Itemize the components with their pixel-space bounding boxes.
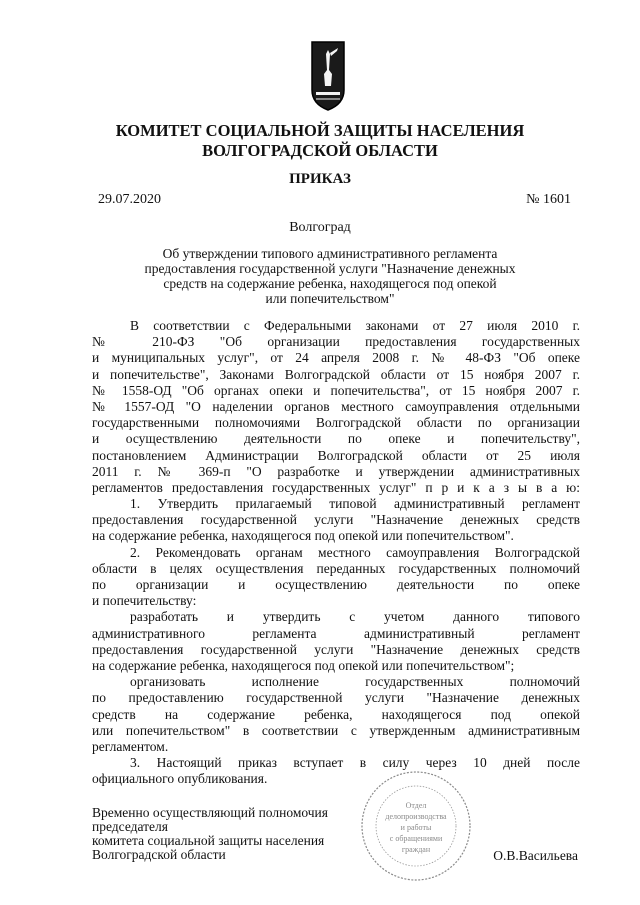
stamp-text: с обращениями xyxy=(389,834,443,843)
body-line: на содержание ребенка, находящегося под опекой или попечительством"; xyxy=(92,657,515,673)
body-line: области в целях осуществления переданных государственных полномочий xyxy=(92,560,580,576)
body-line: официального опубликования. xyxy=(92,771,268,787)
volgograd-coat-of-arms-icon xyxy=(308,40,348,112)
body-line: государственными полномочиями Волгоградской области по организации xyxy=(92,415,580,431)
body-line: и попечительстве", Законами Волгоградской области от 15 ноября 2007 г. xyxy=(92,366,580,382)
body-line: регламентом. xyxy=(92,738,169,754)
signature-position-line: Волгоградской области xyxy=(92,847,226,862)
body-line: 2011 г. № 369-п "О разработке и утверждении административных xyxy=(92,463,580,479)
body-line: по предоставлению государственной услуги "Назначение денежных xyxy=(92,690,580,706)
signature-block xyxy=(92,806,328,862)
body-line: № 1558-ОД "Об органах опеки и попечительства", от 15 ноября 2007 г. xyxy=(92,382,580,398)
body-line: и попечительству: xyxy=(92,593,197,609)
body-line: и муниципальных услуг", от 24 апреля 2008 г. № 48-ФЗ "Об опеке xyxy=(92,350,580,366)
signature-position-line: комитета социальной защиты населения xyxy=(92,833,325,848)
document-city: Волгоград xyxy=(289,220,351,235)
body-line: административного регламента административный регламент xyxy=(92,625,580,641)
body-line: регламентов предоставления государственных услуг" п р и к а з ы в а ю: xyxy=(92,479,580,495)
stamp-text: граждан xyxy=(401,845,431,854)
stamp-text: Отдел xyxy=(405,801,427,810)
body-line: предоставления государственной услуги "Назначение денежных средств xyxy=(92,641,580,657)
signatory-name: О.В.Васильева xyxy=(493,848,578,863)
body-line: разработать и утвердить с учетом данного типового xyxy=(130,609,580,625)
document-date: 29.07.2020 xyxy=(98,192,161,207)
body-line: по организации и осуществлению деятельности по опеке xyxy=(92,577,580,592)
body-line: 3. Настоящий приказ вступает в силу через 10 дней после xyxy=(130,755,580,771)
body-line: 1. Утвердить прилагаемый типовой административный регламент xyxy=(130,496,580,512)
stamp-text: делопроизводства xyxy=(385,812,447,821)
signature-position-line: председателя xyxy=(92,819,168,834)
title-line: средств на содержание ребенка, находящегося под опекой xyxy=(163,276,497,291)
stamp-text: и работы xyxy=(400,823,432,832)
body-line: и осуществлению деятельности по опеке и попечительству", xyxy=(92,431,580,447)
office-stamp xyxy=(356,766,476,886)
body-line: № 210-ФЗ "Об организации предоставления государственных xyxy=(92,334,580,350)
body-line: № 1557-ОД "О наделении органов местного самоуправления отдельными xyxy=(92,398,580,414)
document-body xyxy=(92,318,580,787)
signature-position-line: Временно осуществляющий полномочия xyxy=(92,805,328,820)
body-line: или попечительством" в соответствии с утвержденным административным xyxy=(92,722,580,738)
document-number: № 1601 xyxy=(526,192,571,207)
title-line: или попечительством" xyxy=(265,291,395,306)
body-line: средств на содержание ребенка, находящегося под опекой xyxy=(92,706,580,722)
committee-name-line1: КОМИТЕТ СОЦИАЛЬНОЙ ЗАЩИТЫ НАСЕЛЕНИЯ xyxy=(115,121,525,140)
body-line: организовать исполнение государственных полномочий xyxy=(130,674,580,690)
committee-name-line2: ВОЛГОГРАДСКОЙ ОБЛАСТИ xyxy=(202,141,438,160)
body-line: на содержание ребенка, находящегося под опекой или попечительством". xyxy=(92,528,514,544)
document-type-title: ПРИКАЗ xyxy=(289,171,351,187)
document-title xyxy=(120,246,540,306)
body-line: постановлением Администрации Волгоградской области от 25 июля xyxy=(92,447,580,463)
title-line: предоставления государственной услуги "Назначение денежных xyxy=(144,261,516,276)
body-line: В соответствии с Федеральными законами от 27 июля 2010 г. xyxy=(130,318,580,333)
title-line: Об утверждении типового административного регламента xyxy=(162,246,498,261)
body-line: 2. Рекомендовать органам местного самоуправления Волгоградской xyxy=(130,544,580,560)
body-line: предоставления государственной услуги "Назначение денежных средств xyxy=(92,512,580,528)
